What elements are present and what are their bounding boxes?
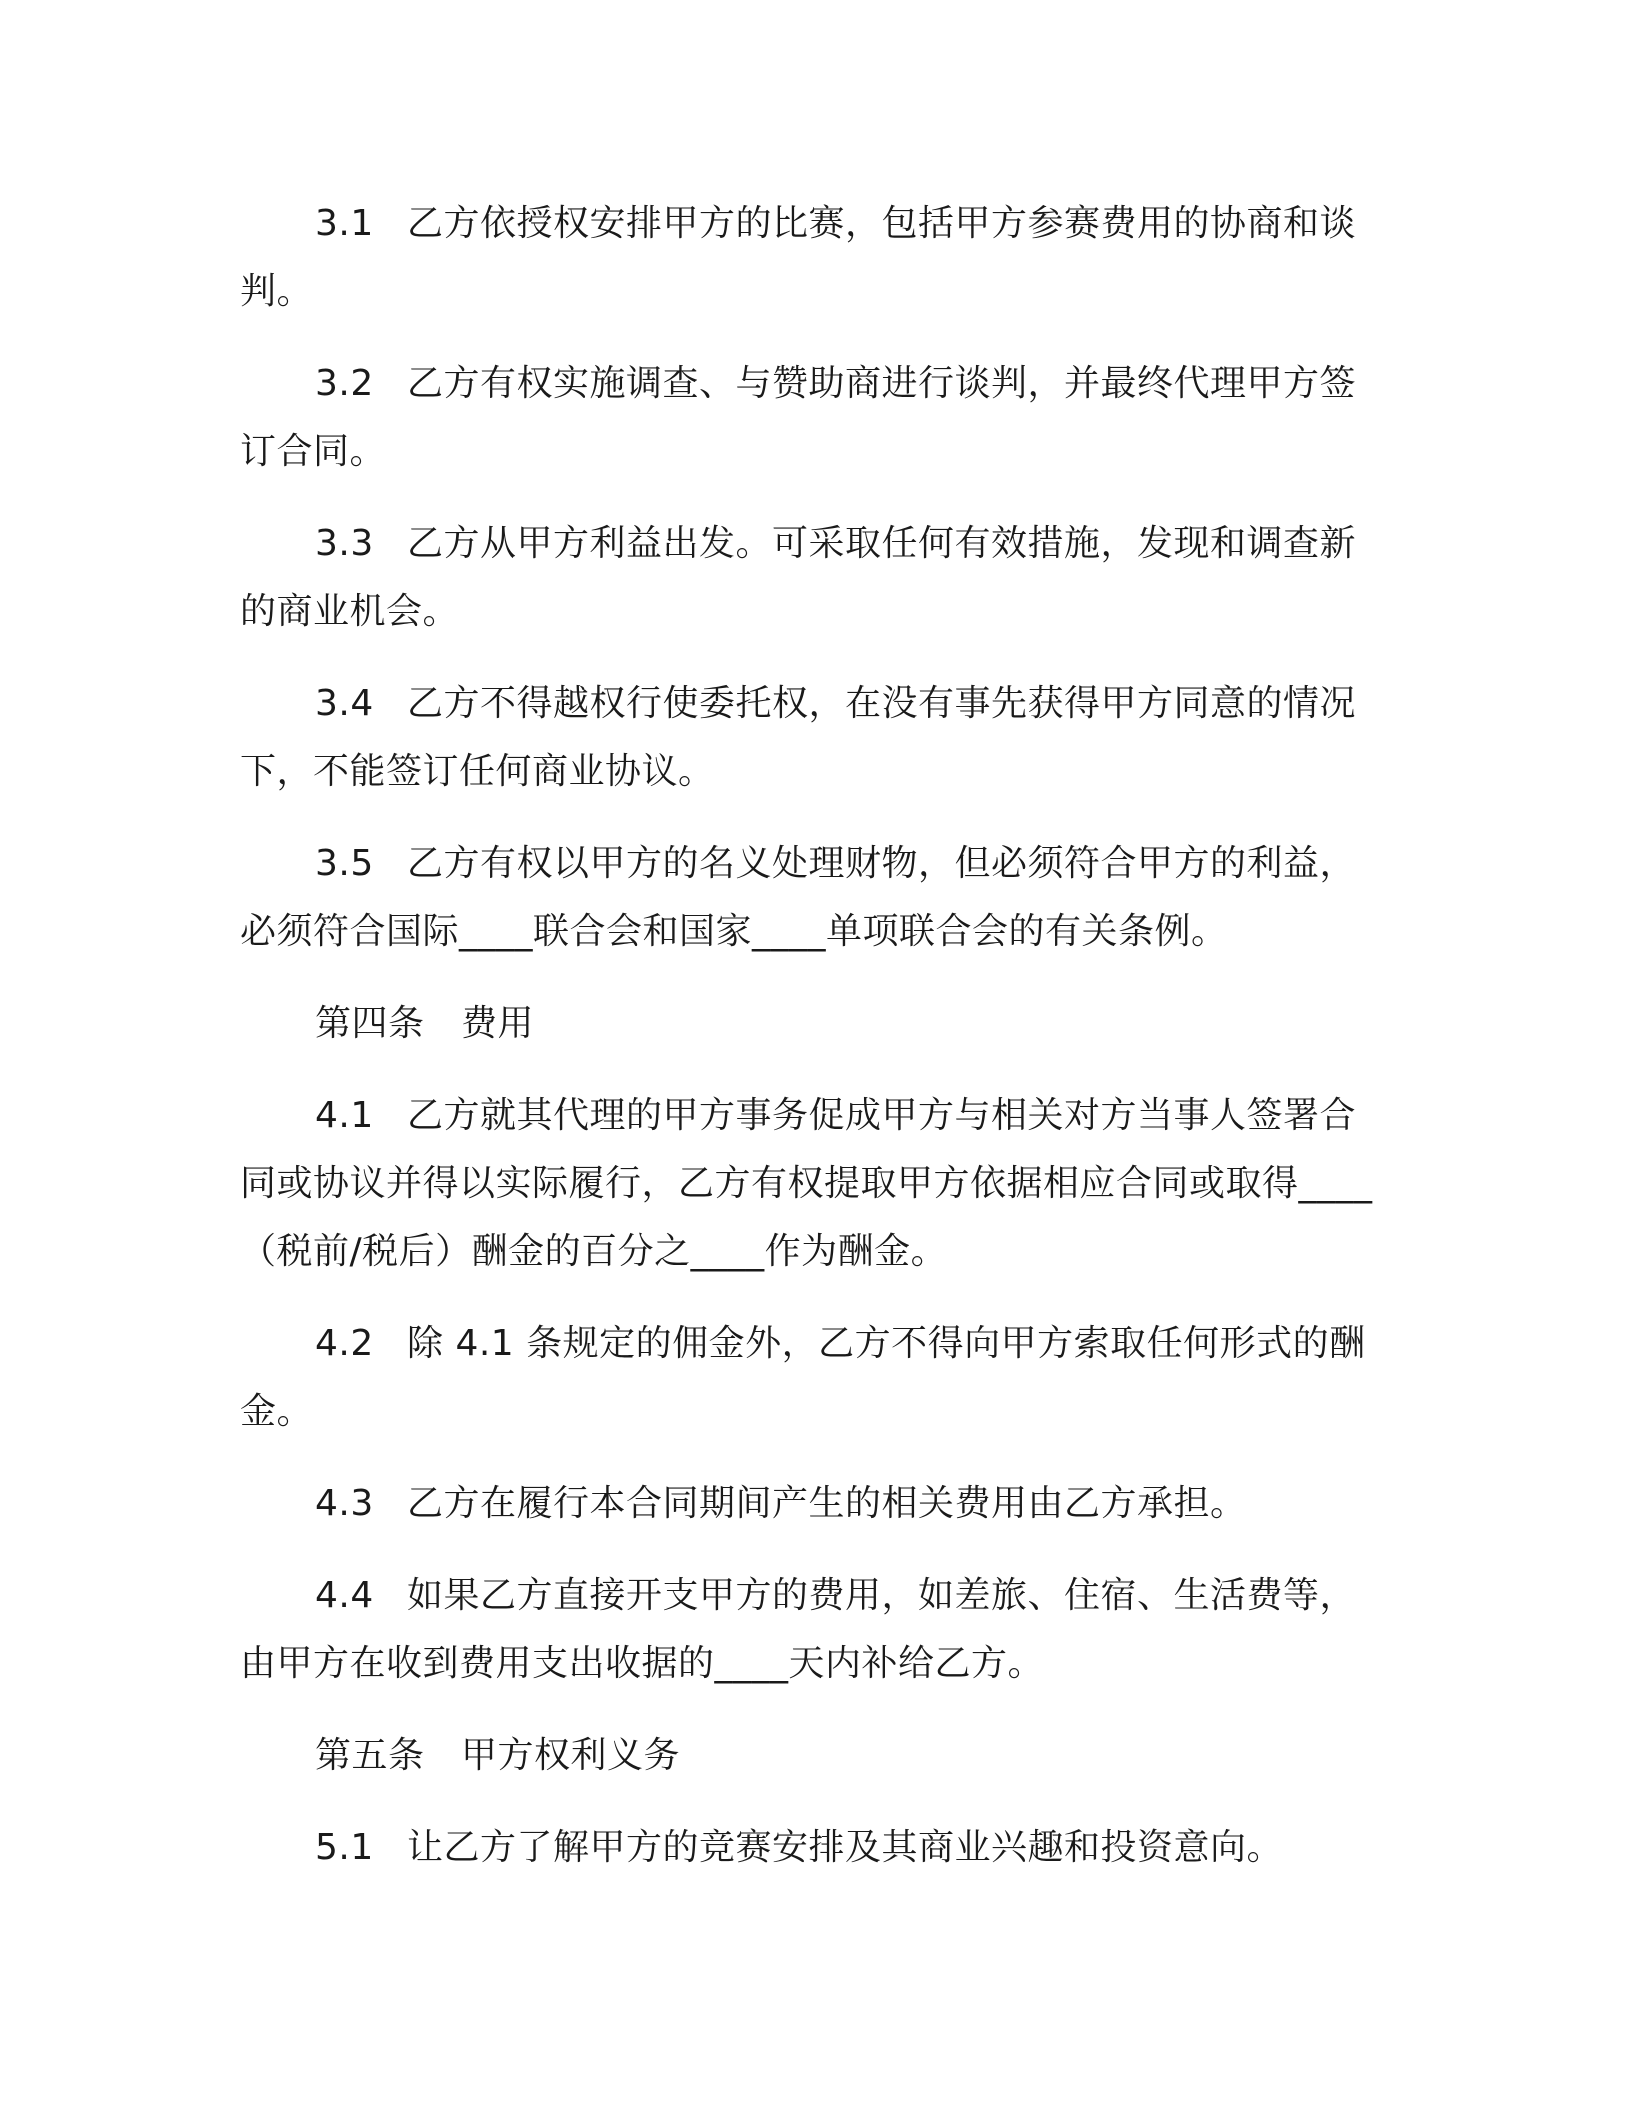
clause-text: 乙方依授权安排甲方的比赛，包括甲方参赛费用的协商和谈判。 (240, 203, 1357, 312)
clause-3-3 (240, 510, 1392, 646)
section-4-heading: 第四条 费用 (315, 1003, 535, 1044)
clause-4-1 (240, 1082, 1392, 1286)
clause-number: 4.3 (315, 1483, 374, 1524)
clause-text: 乙方有权以甲方的名义处理财物，但必须符合甲方的利益，必须符合国际____联合会和国家____单项联合会的有关条例。 (240, 843, 1357, 952)
clause-text: 乙方有权实施调查、与赞助商进行谈判，并最终代理甲方签订合同。 (240, 363, 1357, 472)
clause-3-1 (240, 190, 1392, 326)
clause-number: 3.3 (315, 523, 374, 564)
clause-3-4 (240, 670, 1392, 806)
clause-4-2 (240, 1310, 1392, 1446)
clause-text: 除 4.1 条规定的佣金外，乙方不得向甲方索取任何形式的酬金。 (240, 1323, 1366, 1432)
clause-number: 3.1 (315, 203, 374, 244)
clause-number: 3.4 (315, 683, 374, 724)
section-5-heading: 第五条 甲方权利义务 (315, 1735, 681, 1776)
clause-text: 乙方从甲方利益出发。可采取任何有效措施，发现和调查新的商业机会。 (240, 523, 1357, 632)
clause-text: 让乙方了解甲方的竞赛安排及其商业兴趣和投资意向。 (407, 1827, 1284, 1868)
clause-number: 4.1 (315, 1095, 374, 1136)
clause-text: 乙方不得越权行使委托权，在没有事先获得甲方同意的情况下，不能签订任何商业协议。 (240, 683, 1357, 792)
clause-number: 3.5 (315, 843, 374, 884)
clause-number: 4.4 (315, 1575, 374, 1616)
clause-text: 如果乙方直接开支甲方的费用，如差旅、住宿、生活费等，由甲方在收到费用支出收据的____天内补给乙方。 (240, 1575, 1357, 1684)
clause-number: 5.1 (315, 1827, 374, 1868)
clause-4-3 (240, 1470, 1392, 1538)
clause-5-1 (240, 1814, 1392, 1882)
clause-3-2 (240, 350, 1392, 486)
clause-text: 乙方在履行本合同期间产生的相关费用由乙方承担。 (407, 1483, 1247, 1524)
clause-number: 3.2 (315, 363, 374, 404)
clause-3-5 (240, 830, 1392, 966)
clause-number: 4.2 (315, 1323, 374, 1364)
document-page (240, 190, 1392, 1906)
clause-text: 乙方就其代理的甲方事务促成甲方与相关对方当事人签署合同或协议并得以实际履行，乙方有权提取甲方依据相应合同或取得____（税前/税后）酬金的百分之____作为酬金。 (240, 1095, 1373, 1272)
clause-4-4 (240, 1562, 1392, 1698)
